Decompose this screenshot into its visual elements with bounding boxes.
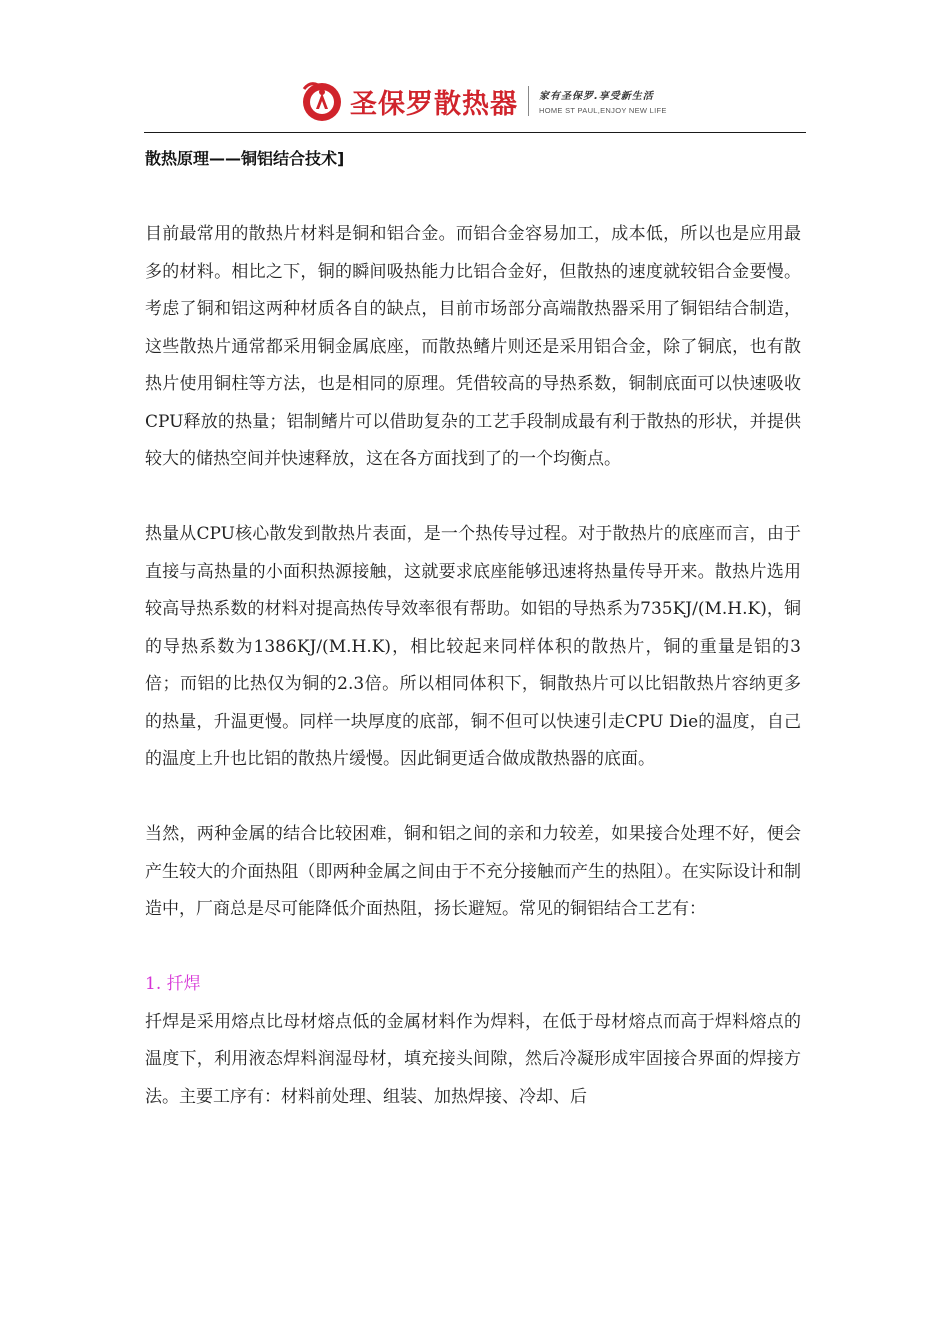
spacer	[145, 779, 801, 817]
paragraph-2: 热量从CPU核心散发到散热片表面，是一个热传导过程。对于散热片的底座而言，由于直接与高热量的小面积热源接触，这就要求底座能够迅速将热量传导开来。散热片选用较高导热系数的材料对提高热传导效率很有帮助。如铝的导热系为735KJ/(M.H.K)，铜的导热系数为1386KJ/(M.H.K)，相比较起来同样体积的散热片，铜的重量是铝的3倍；而铝的比热仅为铜的2.3倍。所以相同体积下，铜散热片可以比铝散热片容纳更多的热量，升温更慢。同样一块厚度的底部，铜不但可以快速引走CPU Die的温度，自己的温度上升也比铝的散热片缓慢。因此铜更适合做成散热器的底面。	[145, 524, 801, 769]
page-header	[300, 76, 667, 126]
header-divider-rule	[144, 132, 806, 133]
spacer	[145, 479, 801, 517]
brand-name: 圣保罗散热器	[350, 88, 518, 120]
section-heading-brazing: 1. 扦焊	[145, 974, 201, 994]
tagline-english: HOME ST PAUL,ENJOY NEW LIFE	[539, 106, 667, 115]
document-body	[145, 140, 801, 1116]
paragraph-3: 当然，两种金属的结合比较困难，铜和铝之间的亲和力较差，如果接合处理不好，便会产生较大的介面热阻（即两种金属之间由于不充分接触而产生的热阻）。在实际设计和制造中，厂商总是尽可能降低介面热阻，扬长避短。常见的铜铝结合工艺有：	[145, 824, 801, 919]
brand-logo-icon	[300, 79, 344, 123]
spacer	[145, 929, 801, 967]
brand-divider	[528, 86, 529, 116]
spacer	[145, 177, 801, 216]
paragraph-1: 目前最常用的散热片材料是铜和铝合金。而铝合金容易加工，成本低，所以也是应用最多的材料。相比之下，铜的瞬间吸热能力比铝合金好，但散热的速度就较铝合金要慢。考虑了铜和铝这两种材质各自的缺点，目前市场部分高端散热器采用了铜铝结合制造，这些散热片通常都采用铜金属底座，而散热鳍片则还是采用铝合金，除了铜底，也有散热片使用铜柱等方法，也是相同的原理。凭借较高的导热系数，铜制底面可以快速吸收CPU释放的热量；铝制鳍片可以借助复杂的工艺手段制成最有利于散热的形状，并提供较大的储热空间并快速释放，这在各方面找到了的一个均衡点。	[145, 224, 801, 469]
brand-tagline	[539, 87, 667, 115]
tagline-chinese: 家有圣保罗.享受新生活	[539, 91, 654, 102]
document-title: 散热原理——铜铝结合技术]	[145, 149, 345, 168]
section-paragraph-brazing: 扦焊是采用熔点比母材熔点低的金属材料作为焊料，在低于母材熔点而高于焊料熔点的温度下，利用液态焊料润湿母材，填充接头间隙，然后冷凝形成牢固接合界面的焊接方法。主要工序有：材料前处理、组装、加热焊接、冷却、后	[145, 1011, 801, 1107]
